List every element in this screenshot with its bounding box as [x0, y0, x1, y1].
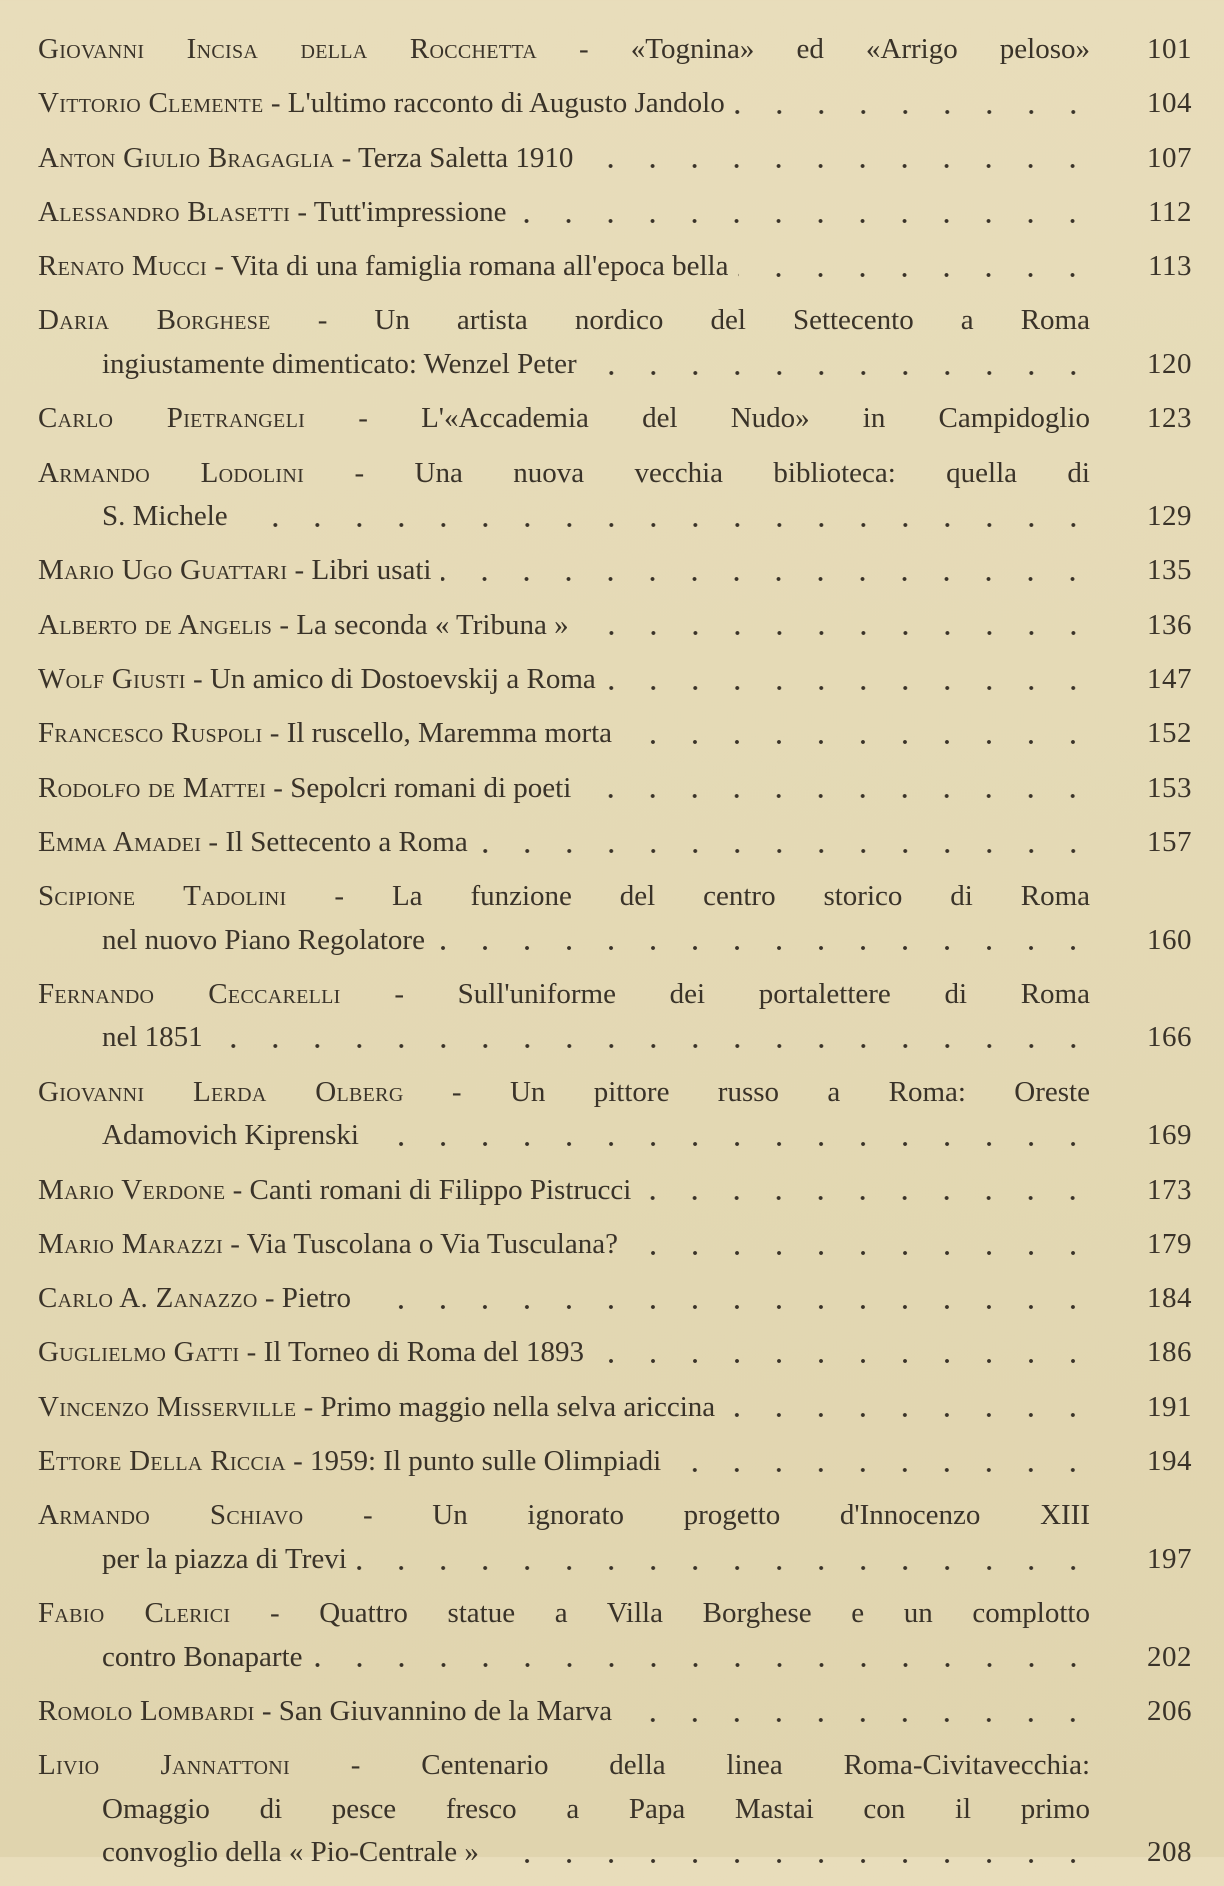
separator-dash: - — [263, 87, 288, 120]
entry-title: Un ignorato progetto d'Innocenzo XIII — [432, 1499, 1090, 1532]
entry-text — [38, 1440, 661, 1484]
separator-dash: - — [303, 1499, 433, 1532]
entry-text — [102, 495, 228, 539]
entry-title: Adamovich Kiprenski — [102, 1119, 359, 1152]
page-number: 202 — [1147, 1640, 1192, 1673]
toc-entry — [38, 767, 1192, 811]
entry-author: Rodolfo de Mattei — [38, 771, 267, 804]
toc-line — [38, 82, 1192, 126]
toc-line — [38, 1331, 1192, 1375]
entry-author: Livio Jannattoni — [38, 1749, 290, 1782]
separator-dash: - — [305, 402, 422, 435]
entry-title: Libri usati — [311, 554, 432, 587]
entry-text — [38, 1592, 1090, 1636]
entry-text — [38, 1386, 715, 1430]
entry-author: Romolo Lombardi — [38, 1694, 255, 1727]
entry-text — [102, 1788, 1090, 1832]
toc-line — [38, 1223, 1192, 1267]
entry-title: La seconda « Tribuna » — [296, 608, 569, 641]
entry-title: Canti romani di Filippo Pistrucci — [249, 1173, 632, 1206]
toc-entry — [38, 604, 1192, 648]
toc-line — [38, 299, 1192, 343]
entry-author: Daria Borghese — [38, 304, 271, 337]
entry-title: Sull'uniforme dei portalettere di Roma — [457, 977, 1090, 1010]
separator-dash: - — [340, 977, 458, 1010]
toc-entry — [38, 299, 1192, 386]
page-number: 104 — [1147, 87, 1192, 120]
entry-title: contro Bonaparte — [102, 1640, 303, 1673]
toc-entry — [38, 397, 1192, 441]
page-number: 101 — [1147, 33, 1192, 65]
separator-dash: - — [257, 1282, 282, 1315]
entry-author: Carlo Pietrangeli — [38, 402, 306, 435]
entry-title: Un pittore russo a Roma: Oreste — [509, 1075, 1090, 1108]
toc-line — [38, 1690, 1192, 1734]
entry-text — [38, 1071, 1090, 1115]
toc-line — [38, 245, 1192, 289]
separator-dash: - — [206, 250, 231, 283]
entry-title: La funzione del centro storico di Roma — [391, 880, 1090, 913]
entry-title: Il Torneo di Roma del 1893 — [263, 1336, 584, 1369]
entry-text — [38, 1169, 631, 1213]
entry-text — [38, 1494, 1090, 1538]
toc-line — [38, 1538, 1192, 1582]
toc-entry — [38, 245, 1192, 289]
toc-line — [38, 1071, 1192, 1115]
separator-dash: - — [239, 1336, 264, 1369]
entry-text — [38, 549, 431, 593]
entry-text — [102, 1636, 303, 1680]
entry-title: L'«Accademia del Nudo» in Campidoglio — [421, 402, 1090, 435]
toc-line — [38, 821, 1192, 865]
entry-title: Vita di una famiglia romana all'epoca bella — [230, 250, 729, 283]
page-number: 113 — [1148, 250, 1192, 283]
toc-line — [38, 1386, 1192, 1430]
separator-dash: - — [185, 662, 210, 695]
entry-author: Renato Mucci — [38, 250, 207, 283]
page-number: 157 — [1147, 825, 1192, 858]
separator-dash: - — [537, 33, 631, 65]
entry-author: Vincenzo Misserville — [38, 1390, 297, 1423]
entry-title: nel nuovo Piano Regolatore — [102, 923, 425, 956]
entry-author: Mario Marazzi — [38, 1227, 223, 1260]
entry-text — [102, 1114, 359, 1158]
page-number: 107 — [1147, 141, 1192, 174]
separator-dash: - — [304, 456, 415, 489]
entry-text — [38, 137, 573, 181]
toc-entry — [38, 973, 1192, 1060]
page-number: 179 — [1147, 1227, 1192, 1260]
separator-dash: - — [296, 1390, 321, 1423]
entry-text — [38, 712, 612, 756]
entry-author: Carlo A. Zanazzo — [38, 1282, 258, 1315]
entry-title: Via Tuscolana o Via Tusculana? — [246, 1227, 618, 1260]
entry-title: Un amico di Dostoevskij a Roma — [209, 662, 596, 695]
separator-dash: - — [201, 825, 226, 858]
toc-line — [38, 343, 1192, 387]
toc-entry — [38, 1169, 1192, 1213]
entry-author: Giovanni Incisa della Rocchetta — [38, 33, 537, 65]
entry-text — [38, 299, 1090, 343]
separator-dash: - — [254, 1694, 279, 1727]
dot-leader — [606, 683, 1094, 693]
entry-text — [38, 245, 728, 289]
toc-line — [38, 1788, 1192, 1832]
page-number: 186 — [1147, 1336, 1192, 1369]
entry-title: Sepolcri romani di poeti — [290, 771, 572, 804]
entry-text — [102, 1016, 203, 1060]
entry-title: Tutt'impressione — [313, 195, 507, 228]
separator-dash: - — [222, 1227, 247, 1260]
entry-author: Mario Ugo Guattari — [38, 554, 288, 587]
entry-text — [38, 397, 1090, 441]
toc-line — [38, 767, 1192, 811]
toc-entry — [38, 1690, 1192, 1734]
separator-dash: - — [285, 1445, 310, 1478]
toc-line — [38, 1440, 1192, 1484]
dot-leader — [238, 520, 1094, 530]
separator-dash: - — [262, 717, 287, 750]
entry-text — [38, 82, 725, 126]
page-number: 173 — [1147, 1173, 1192, 1206]
toc-line — [38, 549, 1192, 593]
entry-text — [38, 28, 1090, 72]
toc-line — [38, 919, 1192, 963]
dot-leader — [581, 791, 1094, 801]
toc-line — [38, 1831, 1192, 1875]
toc-entry — [38, 1071, 1192, 1158]
entry-text — [38, 658, 596, 702]
entry-title: San Giuvannino de la Marva — [278, 1694, 613, 1727]
entry-author: Vittorio Clemente — [38, 87, 264, 120]
dot-leader — [441, 574, 1094, 584]
toc-line — [38, 875, 1192, 919]
toc-line — [38, 1744, 1192, 1788]
toc-entry — [38, 82, 1192, 126]
separator-dash: - — [270, 304, 375, 337]
entry-title: «Tognina» ed «Arrigo peloso» — [630, 33, 1090, 65]
toc-entry — [38, 137, 1192, 181]
entry-text — [38, 767, 571, 811]
entry-author: Anton Giulio Bragaglia — [38, 141, 335, 174]
page-number: 160 — [1147, 923, 1192, 956]
page-number: 184 — [1147, 1282, 1192, 1315]
entry-title: L'ultimo racconto di Augusto Jandolo — [287, 87, 725, 120]
entry-text — [38, 1690, 612, 1734]
page-number: 166 — [1147, 1021, 1192, 1054]
dot-leader — [738, 270, 1094, 280]
page-number: 120 — [1147, 347, 1192, 380]
entry-text — [102, 1538, 347, 1582]
dot-leader — [583, 161, 1094, 171]
toc-entry — [38, 191, 1192, 235]
entry-author: Scipione Tadolini — [38, 880, 287, 913]
separator-dash: - — [225, 1173, 250, 1206]
toc-entry — [38, 821, 1192, 865]
page-number: 147 — [1147, 662, 1192, 695]
toc-entry — [38, 1494, 1192, 1581]
page-number: 206 — [1147, 1694, 1192, 1727]
toc-entry — [38, 1744, 1192, 1875]
toc-line — [38, 1114, 1192, 1158]
entry-author: Armando Lodolini — [38, 456, 305, 489]
dot-leader — [361, 1302, 1094, 1312]
entry-author: Alberto de Angelis — [38, 608, 273, 641]
dot-leader — [671, 1465, 1094, 1475]
entry-title: convoglio della « Pio-Centrale » — [102, 1836, 479, 1869]
entry-text — [38, 1277, 351, 1321]
entry-text — [38, 1331, 584, 1375]
toc-line — [38, 495, 1192, 539]
page-number: 129 — [1147, 500, 1192, 533]
entry-author: Fernando Ceccarelli — [38, 977, 341, 1010]
entry-title: Omaggio di pesce fresco a Papa Mastai con il primo — [102, 1792, 1090, 1825]
toc-entry — [38, 549, 1192, 593]
entry-title: Terza Saletta 1910 — [358, 141, 574, 174]
page-number: 112 — [1148, 195, 1192, 228]
page-number: 191 — [1147, 1390, 1192, 1423]
toc-line — [38, 191, 1192, 235]
dot-leader — [435, 943, 1094, 953]
dot-leader — [579, 628, 1094, 638]
dot-leader — [628, 1248, 1094, 1258]
page-number: 135 — [1147, 554, 1192, 587]
entry-text — [38, 604, 569, 648]
entry-title: Quattro statue a Villa Borghese e un complotto — [319, 1597, 1090, 1630]
dot-leader — [725, 1410, 1094, 1420]
toc-line — [38, 658, 1192, 702]
entry-title: Una nuova vecchia biblioteca: quella di — [414, 456, 1090, 489]
entry-text — [38, 452, 1090, 496]
toc-line — [38, 452, 1192, 496]
entry-title: Primo maggio nella selva ariccina — [320, 1390, 716, 1423]
entry-author: Francesco Ruspoli — [38, 717, 263, 750]
entry-title: S. Michele — [102, 500, 228, 533]
separator-dash: - — [289, 1749, 422, 1782]
entry-title: nel 1851 — [102, 1021, 203, 1054]
entry-text — [38, 875, 1090, 919]
toc-line — [38, 712, 1192, 756]
toc-line — [38, 604, 1192, 648]
toc-line — [38, 28, 1192, 72]
toc-entry — [38, 1331, 1192, 1375]
toc-entry — [38, 1592, 1192, 1679]
toc-entry — [38, 658, 1192, 702]
entry-author: Emma Amadei — [38, 825, 202, 858]
toc-line — [38, 1277, 1192, 1321]
page-number: 197 — [1147, 1542, 1192, 1575]
separator-dash: - — [266, 771, 291, 804]
separator-dash: - — [272, 608, 297, 641]
separator-dash: - — [230, 1597, 320, 1630]
toc-line — [38, 1169, 1192, 1213]
separator-dash: - — [290, 195, 314, 228]
entry-author: Armando Schiavo — [38, 1499, 304, 1532]
dot-leader — [641, 1193, 1094, 1203]
page-number: 152 — [1147, 717, 1192, 750]
toc-line — [38, 1016, 1192, 1060]
entry-title: 1959: Il punto sulle Olimpiadi — [309, 1445, 662, 1478]
toc-entry — [38, 1223, 1192, 1267]
entry-text — [38, 1223, 618, 1267]
toc-line — [38, 1494, 1192, 1538]
toc-entry — [38, 1386, 1192, 1430]
dot-leader — [357, 1563, 1094, 1573]
toc-line — [38, 1592, 1192, 1636]
toc-line — [38, 973, 1192, 1017]
dot-leader — [594, 1356, 1094, 1366]
dot-leader — [478, 846, 1094, 856]
page-number: 208 — [1147, 1836, 1192, 1869]
entry-title: Il Settecento a Roma — [225, 825, 468, 858]
entry-text — [38, 973, 1090, 1017]
entry-text — [102, 919, 425, 963]
entry-text — [38, 191, 506, 235]
toc-line — [38, 1636, 1192, 1680]
toc-line — [38, 397, 1192, 441]
entry-title: Il ruscello, Maremma morta — [286, 717, 613, 750]
entry-author: Wolf Giusti — [38, 662, 186, 695]
page-number: 169 — [1147, 1119, 1192, 1152]
dot-leader — [213, 1041, 1094, 1051]
dot-leader — [313, 1660, 1094, 1670]
page-number: 153 — [1147, 771, 1192, 804]
table-of-contents — [38, 28, 1192, 1886]
toc-entry — [38, 875, 1192, 962]
entry-author: Fabio Clerici — [38, 1597, 231, 1630]
toc-entry — [38, 452, 1192, 539]
dot-leader — [622, 1715, 1094, 1725]
dot-leader — [516, 216, 1094, 226]
page-number: 123 — [1147, 402, 1192, 435]
entry-author: Guglielmo Gatti — [38, 1336, 240, 1369]
entry-title: Centenario della linea Roma-Civitavecchia: — [421, 1749, 1090, 1782]
separator-dash: - — [287, 554, 312, 587]
dot-leader — [369, 1139, 1094, 1149]
separator-dash: - — [334, 141, 359, 174]
entry-author: Mario Verdone — [38, 1173, 226, 1206]
dot-leader — [735, 107, 1094, 117]
entry-author: Giovanni Lerda Olberg — [38, 1075, 404, 1108]
dot-leader — [622, 737, 1094, 747]
toc-entry — [38, 712, 1192, 756]
toc-entry — [38, 28, 1192, 72]
page-number: 194 — [1147, 1445, 1192, 1478]
entry-title: Pietro — [281, 1282, 352, 1315]
entry-title: Un artista nordico del Settecento a Roma — [374, 304, 1090, 337]
entry-title: per la piazza di Trevi — [102, 1542, 347, 1575]
entry-text — [38, 1744, 1090, 1788]
separator-dash: - — [403, 1075, 510, 1108]
entry-author: Alessandro Blasetti — [38, 195, 291, 228]
separator-dash: - — [286, 880, 392, 913]
page-number: 136 — [1147, 608, 1192, 641]
entry-text — [102, 1831, 479, 1875]
entry-author: Ettore Della Riccia — [38, 1445, 286, 1478]
toc-line — [38, 137, 1192, 181]
toc-entry — [38, 1277, 1192, 1321]
entry-text — [38, 821, 468, 865]
dot-leader — [587, 368, 1094, 378]
entry-text — [102, 343, 577, 387]
entry-title: ingiustamente dimenticato: Wenzel Peter — [102, 347, 577, 380]
dot-leader — [489, 1856, 1094, 1866]
toc-entry — [38, 1440, 1192, 1484]
